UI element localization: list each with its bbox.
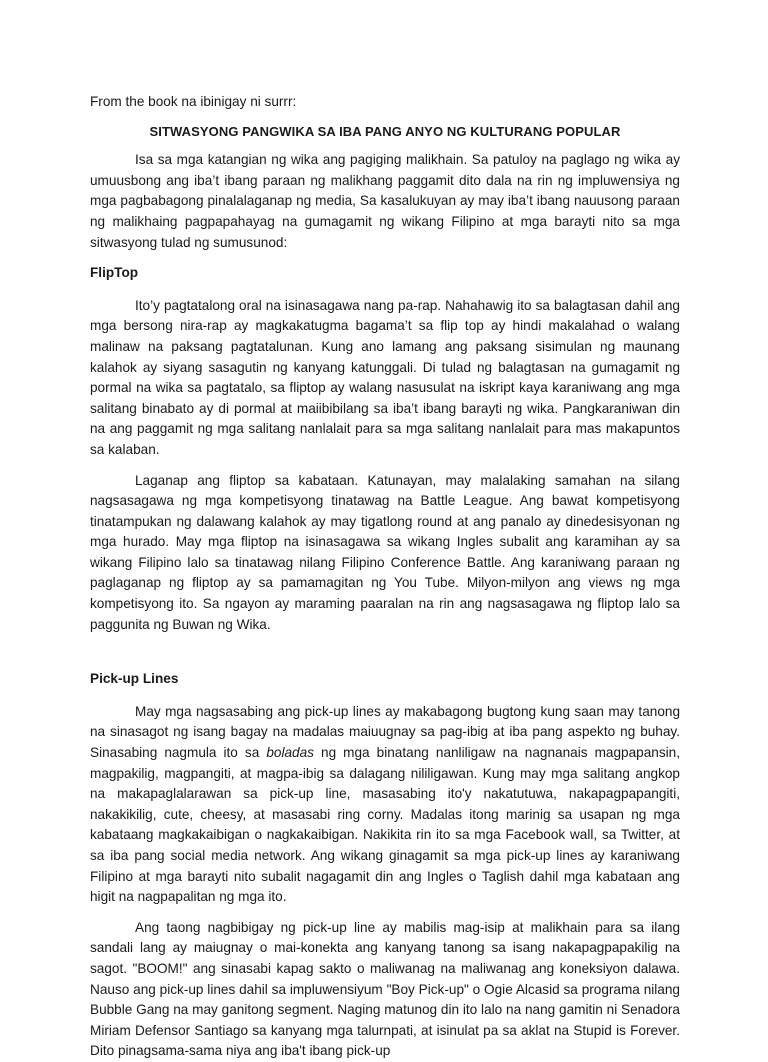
section-gap (90, 645, 680, 669)
pickup-paragraph-1-before: May mga nagsasabing ang pick-up lines ay makabagong bugtong kung saan may tanong na sinasagot ng isang bagay na madalas maiuugnay sa pag-ibig at iba pang aspekto ng buhay. Sinasabing nagmula ito sa (90, 703, 680, 761)
document-title: SITWASYONG PANGWIKA SA IBA PANG ANYO NG KULTURANG POPULAR (149, 123, 621, 139)
pickup-paragraph-1-emphasis: boladas (266, 745, 314, 761)
section-heading-pickup-lines: Pick-up Lines (90, 671, 179, 687)
pickup-paragraph-1-after: ng mga binatang nanliligaw na nagnanais magpapansin, magpakilig, magpangiti, at magpa-ibig sa dalagang nililigawan. Kung may mga salitang angkop na makapaglalarawan sa pick-up line, masasabing ito'y nakatutuwa, nakapagpapangiti, nakakikilig, cute, cheesy, at masasabi ring corny. Madalas itong marinig sa usapan ng mga kabataang magkakaibigan o nagkakaibigan. Nakikita rin ito sa mga Facebook wall, sa Twitter, at sa iba pang social media network. Ang wikang ginagamit sa mga pick-up lines ay karaniwang Filipino at mga barayti nito subalit nagagamit din ang Ingles o Taglish dahil mga kabataan ang higit na nagpapalitan ng mga ito. (90, 745, 680, 905)
intro-line: From the book na ibinigay ni surrr: (90, 94, 297, 109)
section-heading-fliptop: FlipTop (90, 265, 139, 281)
fliptop-paragraph-2: Laganap ang fliptop sa kabataan. Katunayan, may malalaking samahan na silang nagsasagawa ng mga kompetisyong tinatawag na Battle League. Ang bawat kompetisyong tinatampukan ng dalawang kalahok ay may tigatlong round at ang panalo ay dinedesisyonan ng mga hurado. May mga fliptop na isinasagawa sa wikang Ingles subalit ang karamihan ay sa wikang Filipino lalo sa tinatawag nilang Filipino Conference Battle. Ang karaniwang paraan ng paglaganap ng fliptop ay sa pamamagitan ng You Tube. Milyon-milyon ang views ng mga kompetisyong ito. Sa ngayon ay maraming paaralan na rin ang nagsasagawa ng fliptop lalo sa paggunita ng Buwan ng Wika. (90, 472, 680, 632)
fliptop-paragraph-1: Ito’y pagtatalong oral na isinasagawa nang pa-rap. Nahahawig ito sa balagtasan dahil ang mga bersong nira-rap ay magkakatugma bagama’t sa flip top ay hindi makalahad o walang malinaw na paksang pagtatalunan. Kung ano lamang ang paksang sisimulan ng maunang kalahok ay siyang sasagutin ng kanyang katunggali. Di tulad ng balagtasan na gumagamit ng pormal na wika sa pagtatalo, sa fliptop ay walang nasusulat na iskript kaya karaniwang ang mga salitang binabato ay di pormal at maiibibilang sa iba’t ibang barayti ng wika. Pangkaraniwan din na ang paggamit ng mga salitang nanlalait para sa mga salitang nanlalait para mas makapuntos sa kalaban. (90, 297, 680, 457)
pickup-paragraph-1 (90, 702, 680, 908)
opening-paragraph: Isa sa mga katangian ng wika ang pagiging malikhain. Sa patuloy na paglago ng wika ay umuusbong ang iba’t ibang paraan ng malikhang paggamit dito dala na rin ng impluwensiya ng mga pagbabagong pinalalaganap ng media, Sa kasalukuyan ay may iba’t ibang nauusong paraan ng malikhaing pagpapahayag na gumagamit ng wikang Filipino at mga barayti nito sa mga sitwasyong tulad ng sumusunod: (90, 152, 680, 250)
pickup-paragraph-2: Ang taong nagbibigay ng pick-up line ay mabilis mag-isip at malikhain para sa ilang sandali lang ay maiugnay o mai-konekta ang kanyang tanong sa isang nakapagpapakilig na sagot. "BOOM!" ang sinasabi kapag sakto o maliwanag na maliwanag ang koneksiyon dalawa. Nauso ang pick-up lines dahil sa impluwensiyum "Boy Pick-up" o Ogie Alcasid sa programa nilang Bubble Gang na may ganitong segment. Naging matunog din ito lalo na nang gamitin ni Senadora Miriam Defensor Santiago sa kanyang mga talurnpati, at isinulat pa sa aklat na Stupid is Forever. Dito pinagsama-sama niya ang iba't ibang pick-up (90, 919, 680, 1059)
